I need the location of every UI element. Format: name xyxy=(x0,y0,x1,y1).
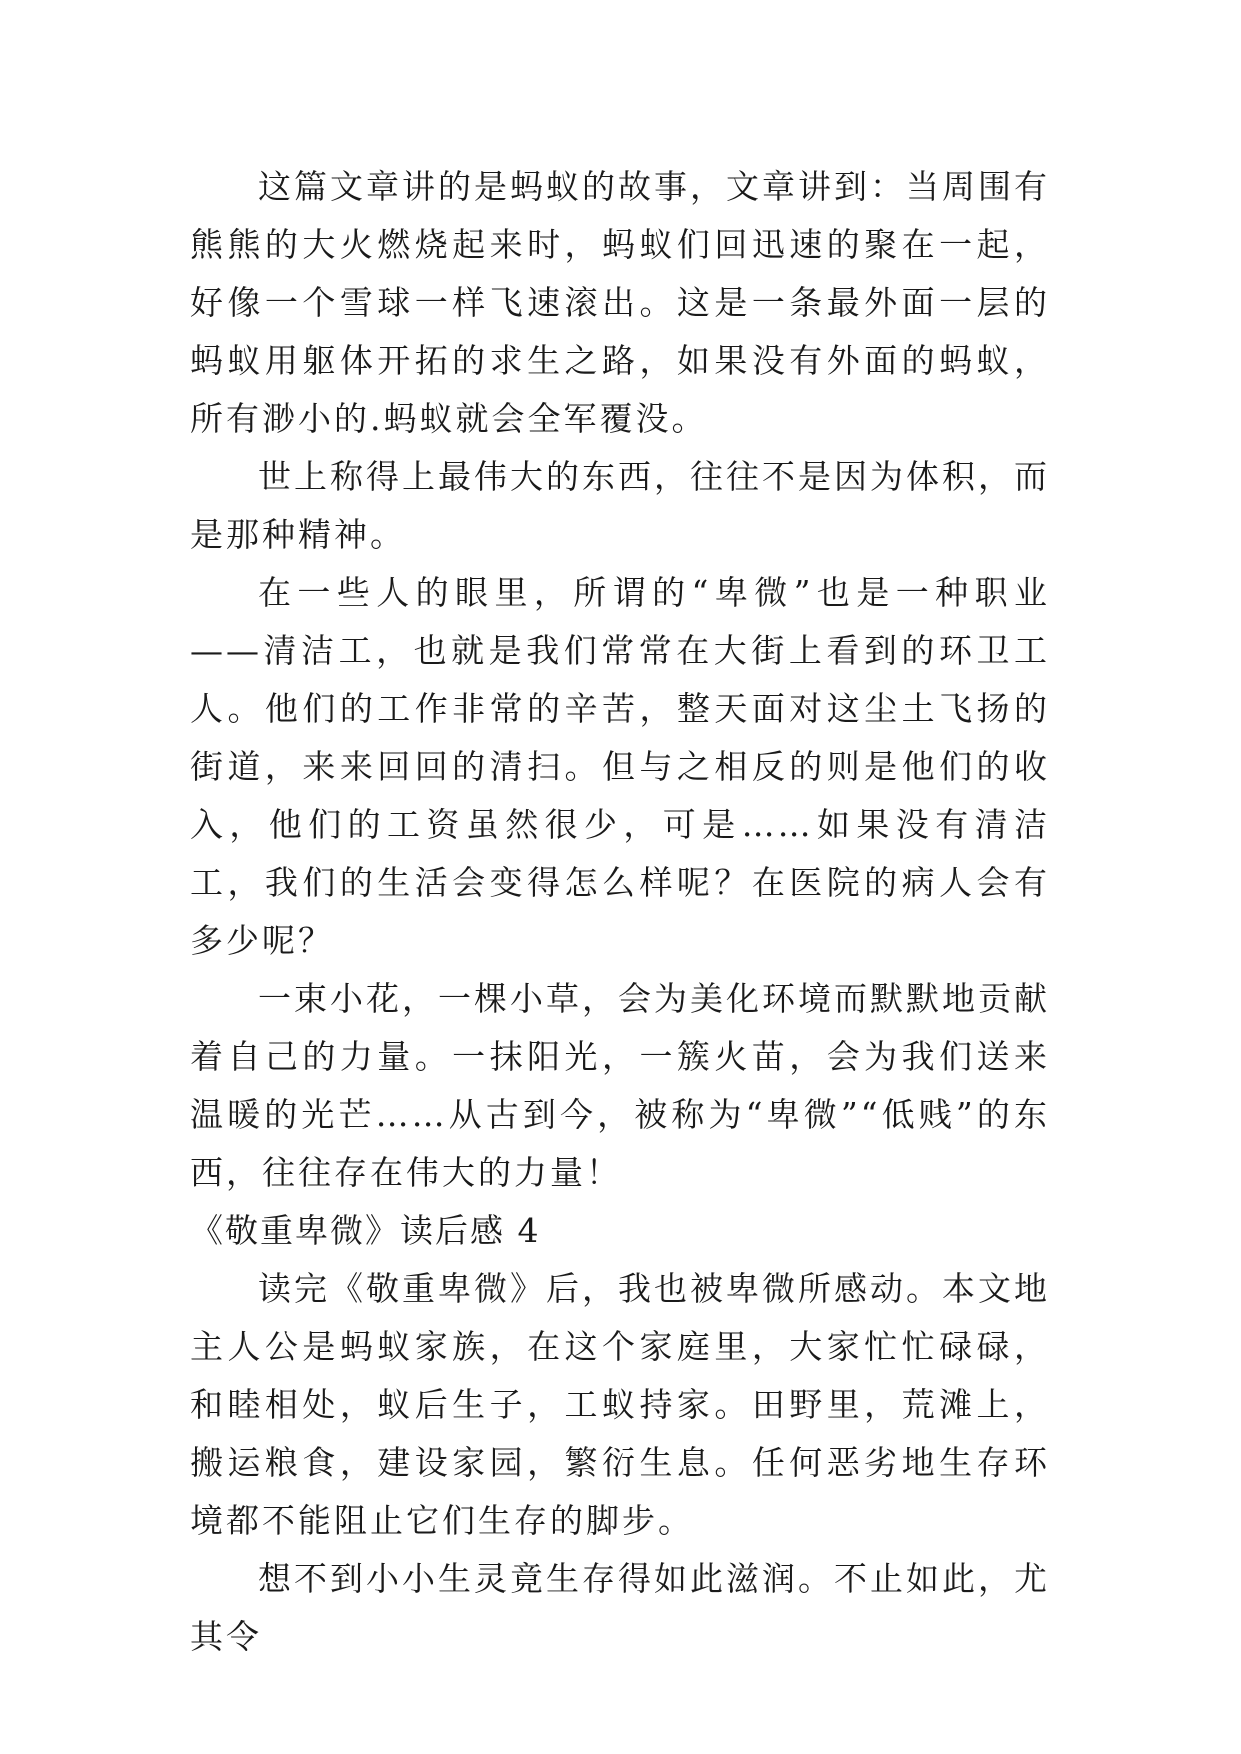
paragraph-small-things: 一束小花，一棵小草，会为美化环境而默默地贡献着自己的力量。一抹阳光，一簇火苗，会为我们送来温暖的光芒……从古到今，被称为“卑微”“低贱”的东西，往往存在伟大的力量！ xyxy=(190,979,1050,1192)
paragraph-closing-fragment: 想不到小小生灵竟生存得如此滋润。不止如此，尤其令 xyxy=(190,1559,1050,1656)
document-body xyxy=(190,158,1050,1666)
paragraph-greatness-spirit: 世上称得上最伟大的东西，往往不是因为体积，而是那种精神。 xyxy=(190,457,1050,554)
section-heading: 《敬重卑微》读后感 4 xyxy=(190,1211,541,1250)
paragraph-ant-family: 读完《敬重卑微》后，我也被卑微所感动。本文地主人公是蚂蚁家族，在这个家庭里，大家忙忙碌碌，和睦相处，蚁后生子，工蚁持家。田野里，荒滩上，搬运粮食，建设家园，繁衍生息。任何恶劣地生存环境都不能阻止它们生存的脚步。 xyxy=(190,1269,1050,1540)
paragraph-ant-snowball: 这篇文章讲的是蚂蚁的故事，文章讲到：当周围有熊熊的大火燃烧起来时，蚂蚁们回迅速的聚在一起，好像一个雪球一样飞速滚出。这是一条最外面一层的蚂蚁用躯体开拓的求生之路，如果没有外面的蚂蚁，所有渺小的.蚂蚁就会全军覆没。 xyxy=(190,167,1050,438)
paragraph-sanitation-workers: 在一些人的眼里，所谓的“卑微”也是一种职业——清洁工，也就是我们常常在大街上看到的环卫工人。他们的工作非常的辛苦，整天面对这尘土飞扬的街道，来来回回的清扫。但与之相反的则是他们的收入，他们的工资虽然很少，可是……如果没有清洁工，我们的生活会变得怎么样呢？在医院的病人会有多少呢？ xyxy=(190,573,1050,960)
